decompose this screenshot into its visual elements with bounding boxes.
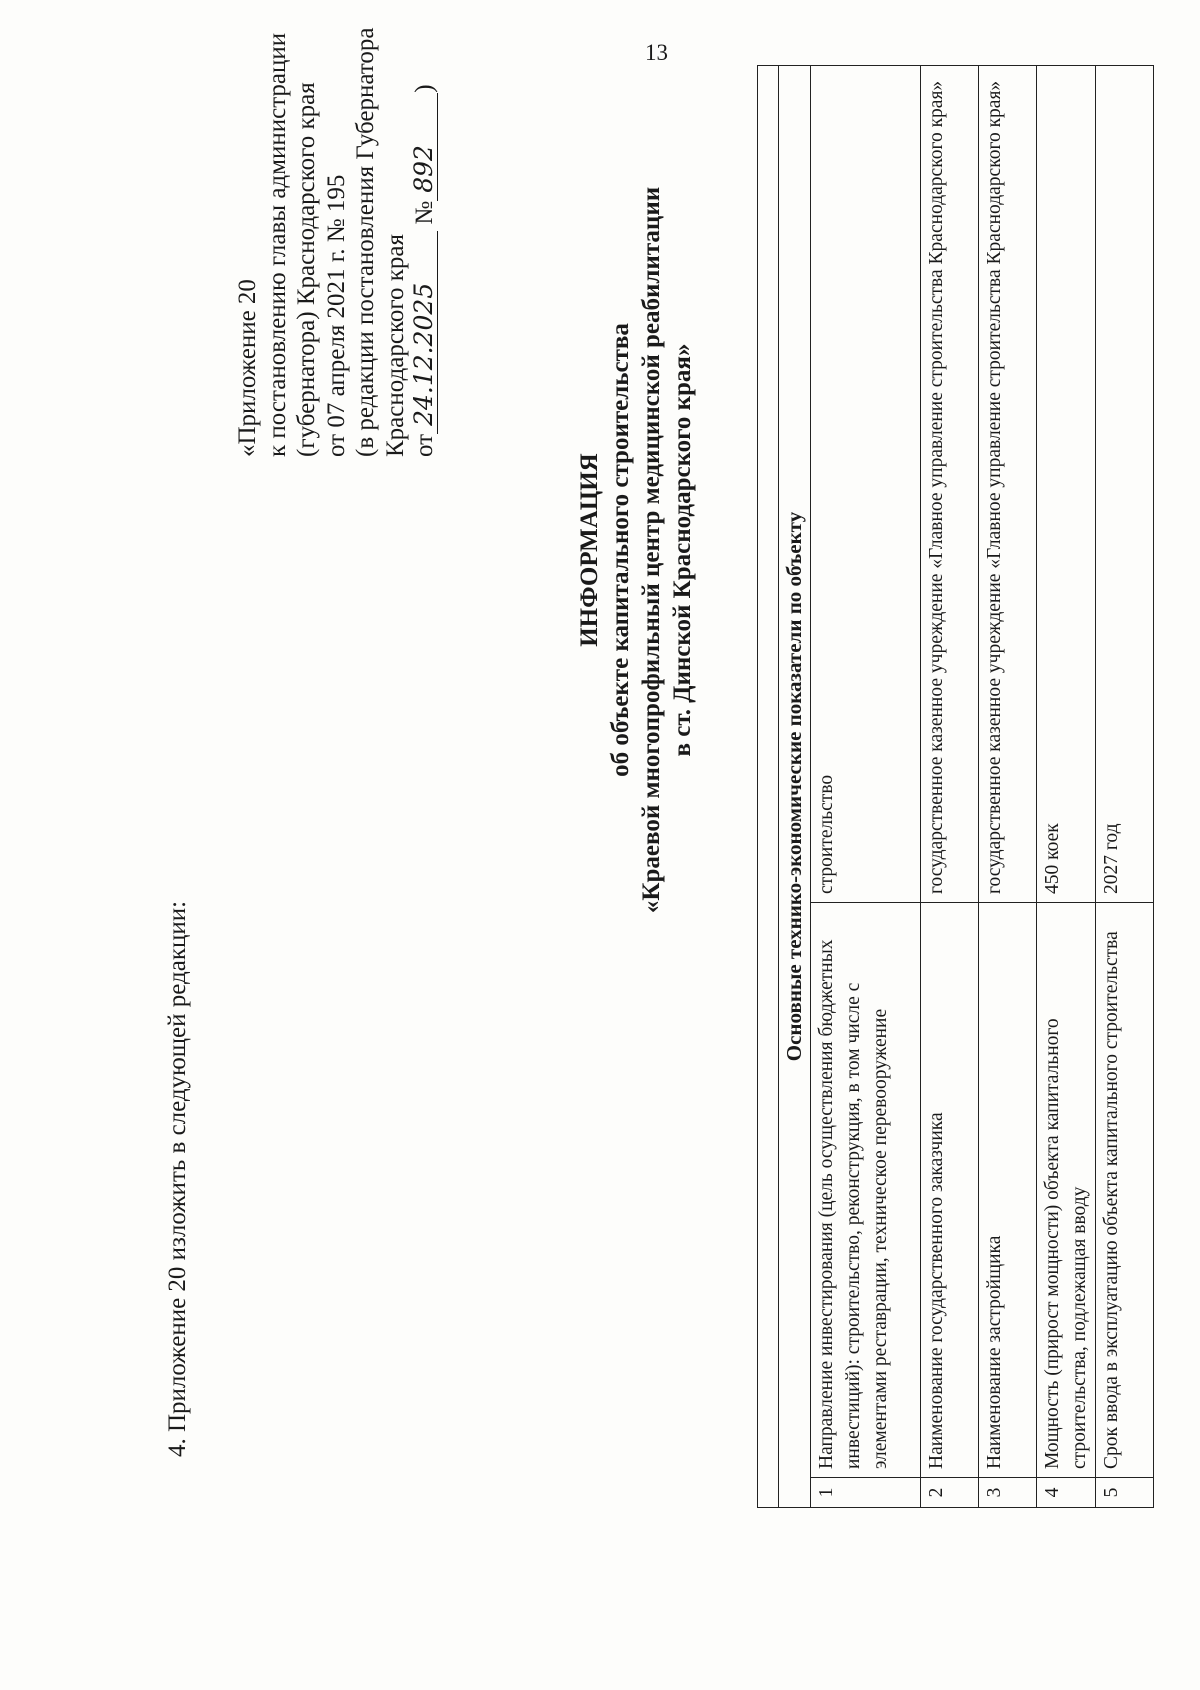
table-row (921, 65, 979, 1507)
table-row (1096, 65, 1154, 1507)
table-row (1037, 65, 1096, 1507)
document-heading (574, 50, 698, 1050)
handwritten-date: 24.12.2025 (410, 231, 438, 434)
row-name: Наименование застройщика (979, 903, 1037, 1478)
appendix-line-3: от 07 апреля 2021 г. № 195 (322, 174, 350, 457)
table-spacer-row (758, 65, 779, 1507)
indicators-table (757, 65, 1154, 1508)
row-name: Наименование государственного заказчика (921, 903, 979, 1478)
row-number: 5 (1096, 1478, 1154, 1508)
table-row (979, 65, 1037, 1507)
appendix-stamp (233, 27, 440, 457)
row-name: Мощность (прирост мощности) объекта капитального строительства, подлежащая вводу (1037, 903, 1096, 1478)
closing-paren: ) (411, 84, 438, 93)
page-number: 13 (645, 40, 668, 65)
appendix-title: «Приложение 20 (234, 279, 261, 457)
row-value: государственное казенное учреждение «Главное управление строительства Краснодарского края» (921, 65, 979, 902)
heading-title: ИНФОРМАЦИЯ (576, 453, 603, 647)
table-spacer-cell (758, 65, 779, 1507)
appendix-date-line (410, 27, 440, 457)
number-label: № (411, 200, 438, 225)
table-row (811, 65, 921, 1507)
row-name: Срок ввода в эксплуатацию объекта капитального строительства (1096, 903, 1154, 1478)
row-number: 2 (921, 1478, 979, 1508)
appendix-line-1: к постановлению главы администрации (263, 32, 291, 457)
table-caption-row (779, 65, 811, 1507)
intro-paragraph: 4. Приложение 20 изложить в следующей редакции: (164, 900, 191, 1457)
row-name: Направление инвестирования (цель осуществления бюджетных инвестиций): строительство, реконструкция, в том числе с элементами реставрации, техническое перевооружение (811, 903, 921, 1478)
row-number: 1 (811, 1478, 921, 1508)
appendix-line-4: (в редакции постановления Губернатора (352, 27, 379, 457)
table-caption: Основные технико-экономические показатели по объекту (779, 65, 811, 1507)
appendix-line-5: Краснодарского края (381, 234, 409, 457)
row-value: 450 коек (1037, 65, 1096, 902)
row-value: строительство (811, 65, 921, 902)
heading-line-1: об объекте капитального строительства (607, 323, 634, 777)
appendix-line-2: (губернатора) Краснодарского края (293, 82, 320, 457)
row-value: 2027 год (1096, 65, 1154, 902)
row-value: государственное казенное учреждение «Главное управление строительства Краснодарского края» (979, 65, 1037, 902)
row-number: 4 (1037, 1478, 1096, 1508)
heading-line-2: «Краевой многопрофильный центр медицинской реабилитации (638, 186, 665, 914)
row-number: 3 (979, 1478, 1037, 1508)
handwritten-number: 892 (410, 93, 438, 201)
from-label: от (411, 433, 438, 457)
heading-line-3: в ст. Динской Краснодарского края» (669, 343, 696, 757)
